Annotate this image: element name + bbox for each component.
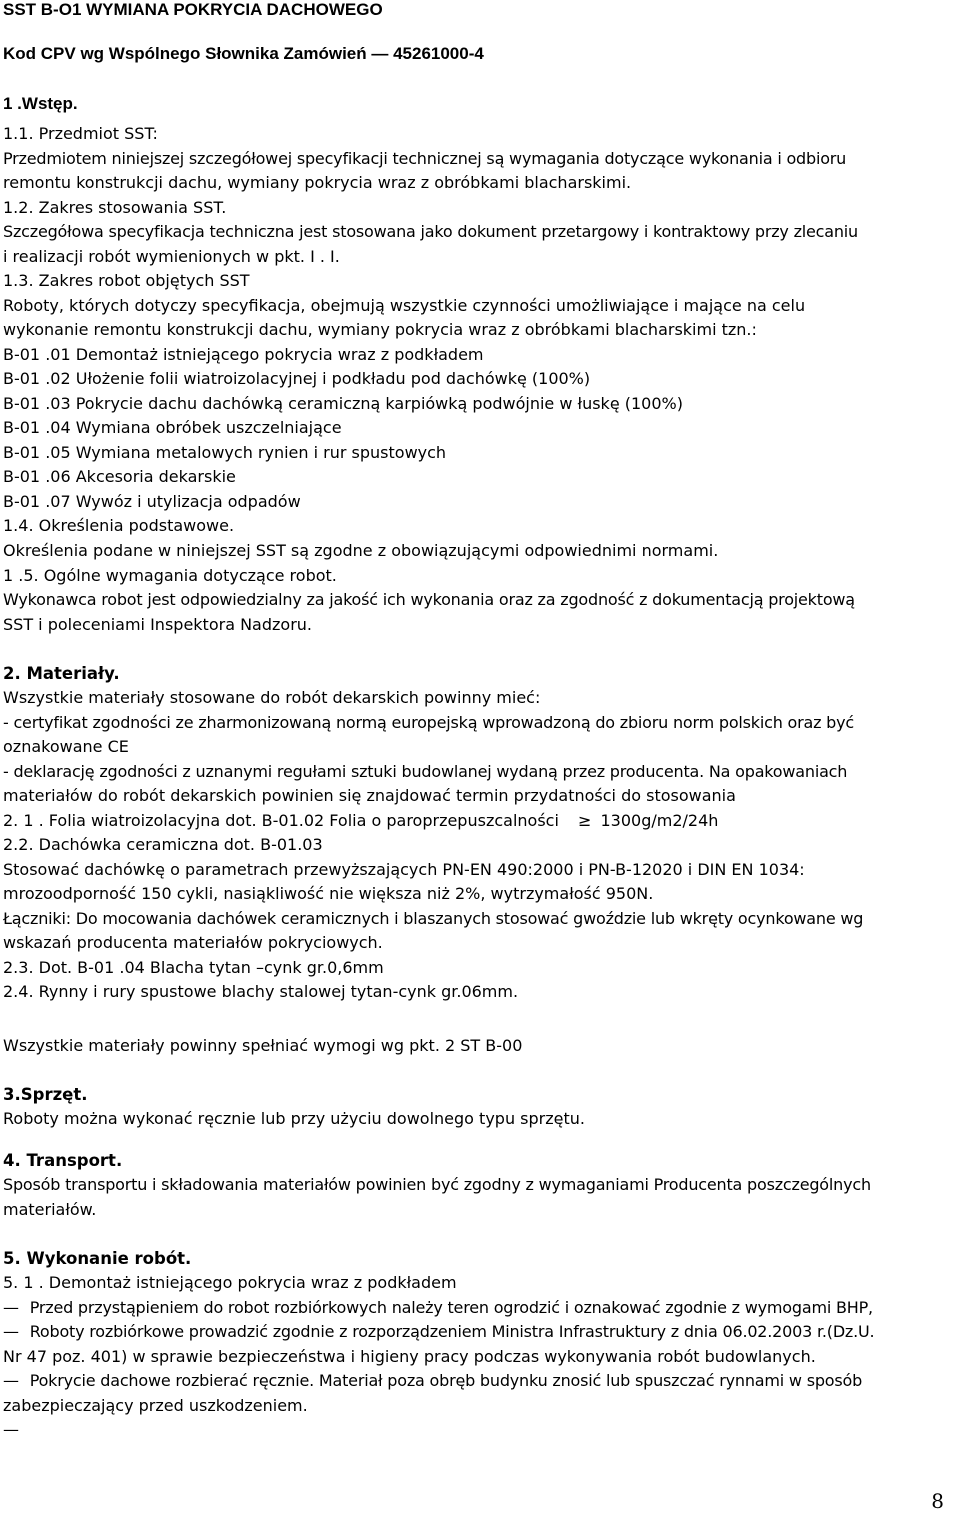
bullet-item-2-continuation: Nr 47 poz. 401) w sprawie bezpieczeństwa i higieny pracy podczas wykonywania robót budowlanych. bbox=[3, 1347, 816, 1366]
greater-or-equal-sign: ≥ bbox=[577, 811, 592, 830]
bullet-item-3-continuation: zabezpieczający przed uszkodzeniem. bbox=[3, 1396, 308, 1415]
section-1-heading: 1 .Wstęp. bbox=[3, 94, 78, 113]
section-2-text-line-4: - deklarację zgodności z uznanymi regułami sztuki budowlanej wydaną przez producenta. Na opakowaniach bbox=[3, 762, 848, 781]
section-2-text-line-6: Stosować dachówkę o parametrach przewyższających PN-EN 490:2000 i PN-B-12020 i DIN EN 1034: bbox=[3, 860, 805, 879]
cpv-code: Kod CPV wg Wspólnego Słownika Zamówień — 45261000-4 bbox=[3, 44, 484, 63]
bullet-item-2 bbox=[3, 1322, 874, 1342]
section-1-3-title: 1.3. Zakres robot objętych SST bbox=[3, 271, 250, 290]
scope-item-04: B-01 .04 Wymiana obróbek uszczelniające bbox=[3, 418, 342, 437]
section-2-text-line-2: - certyfikat zgodności ze zharmonizowaną normą europejską wprowadzoną do zbioru norm polskich oraz być bbox=[3, 713, 855, 732]
section-4-heading: 4. Transport. bbox=[3, 1151, 123, 1170]
section-3-text: Roboty można wykonać ręcznie lub przy użyciu dowolnego typu sprzętu. bbox=[3, 1109, 585, 1128]
scope-item-06: B-01 .06 Akcesoria dekarskie bbox=[3, 467, 236, 486]
section-4-text-line-1: Sposób transportu i składowania materiałów powinien być zgodny z wymaganiami Producenta poszczególnych bbox=[3, 1175, 871, 1194]
section-2-heading: 2. Materiały. bbox=[3, 664, 120, 683]
doc-title: SST B-O1 WYMIANA POKRYCIA DACHOWEGO bbox=[3, 0, 383, 19]
bullet-item-2-text: Roboty rozbiórkowe prowadzić zgodnie z rozporządzeniem Ministra Infrastruktury z dnia 06.02.2003 r.(Dz.U. bbox=[29, 1322, 875, 1341]
bullet-item-1-text: Przed przystąpieniem do robot rozbiórkowych należy teren ogrodzić i oznakować zgodnie z wymogami BHP, bbox=[29, 1298, 873, 1317]
section-1-3-text-line-1: Roboty, których dotyczy specyfikacja, obejmują wszystkie czynności umożliwiające i mające na celu bbox=[3, 296, 806, 315]
scope-item-02: B-01 .02 Ułożenie folii wiatroizolacyjnej i podkładu pod dachówkę (100%) bbox=[3, 369, 591, 388]
section-1-3-text-line-2: wykonanie remontu konstrukcji dachu, wymiany pokrycia wraz z obróbkami blacharskimi tzn.: bbox=[3, 320, 757, 339]
section-1-1-title: 1.1. Przedmiot SST: bbox=[3, 124, 158, 143]
bullet-item-3-text: Pokrycie dachowe rozbierać ręcznie. Materiał poza obręb budynku znosić lub spuszczać rynnami w sposób bbox=[29, 1371, 863, 1390]
section-1-2-text-line-1: Szczegółowa specyfikacja techniczna jest stosowana jako dokument przetargowy i kontraktowy przy zlecaniu bbox=[3, 222, 858, 241]
section-5-1-title: 5. 1 . Demontaż istniejącego pokrycia wraz z podkładem bbox=[3, 1273, 457, 1292]
bullet-dash-empty: — bbox=[3, 1420, 19, 1439]
scope-item-07: B-01 .07 Wywóz i utylizacja odpadów bbox=[3, 492, 301, 511]
section-1-1-text-line-1: Przedmiotem niniejszej szczegółowej specyfikacji technicznej są wymagania dotyczące wykonania i odbioru bbox=[3, 149, 847, 168]
bullet-dash: — bbox=[3, 1322, 19, 1341]
section-2-text-line-7: mrozoodporność 150 cykli, nasiąkliwość nie większa niż 2%, wytrzymałość 950N. bbox=[3, 884, 654, 903]
section-1-2-text-line-2: i realizacji robót wymienionych w pkt. I . I. bbox=[3, 247, 340, 266]
scope-item-05: B-01 .05 Wymiana metalowych rynien i rur spustowych bbox=[3, 443, 447, 462]
section-2-1-line bbox=[3, 811, 718, 831]
section-2-1-text: 2. 1 . Folia wiatroizolacyjna dot. B-01.02 Folia o paroprzepuszcalności bbox=[3, 811, 559, 830]
section-1-5-title: 1 .5. Ogólne wymagania dotyczące robot. bbox=[3, 566, 337, 585]
section-4-text-line-2: materiałów. bbox=[3, 1200, 97, 1219]
section-2-text-line-3: oznakowane CE bbox=[3, 737, 129, 756]
section-1-1-text-line-2: remontu konstrukcji dachu, wymiany pokrycia wraz z obróbkami blacharskimi. bbox=[3, 173, 632, 192]
section-1-5-text-line-2: SST i poleceniami Inspektora Nadzoru. bbox=[3, 615, 312, 634]
section-5-heading: 5. Wykonanie robót. bbox=[3, 1249, 192, 1268]
section-1-2-title: 1.2. Zakres stosowania SST. bbox=[3, 198, 227, 217]
section-1-4-title: 1.4. Określenia podstawowe. bbox=[3, 516, 235, 535]
bullet-item-3 bbox=[3, 1371, 862, 1391]
section-1-5-text-line-1: Wykonawca robot jest odpowiedzialny za jakość ich wykonania oraz za zgodność z dokumentacją projektową bbox=[3, 590, 855, 609]
bullet-item-1 bbox=[3, 1298, 873, 1318]
section-3-heading: 3.Sprzęt. bbox=[3, 1085, 88, 1104]
bullet-dash: — bbox=[3, 1298, 19, 1317]
section-2-1-value: 1300g/m2/24h bbox=[600, 811, 719, 830]
section-2-text-line-5: materiałów do robót dekarskich powinien się znajdować termin przydatności do stosowania bbox=[3, 786, 736, 805]
section-1-4-text: Określenia podane w niniejszej SST są zgodne z obowiązującymi odpowiednimi normami. bbox=[3, 541, 719, 560]
section-2-text-line-10: Wszystkie materiały powinny spełniać wymogi wg pkt. 2 ST B-00 bbox=[3, 1036, 523, 1055]
bullet-dash: — bbox=[3, 1371, 19, 1390]
section-2-4-title: 2.4. Rynny i rury spustowe blachy stalowej tytan-cynk gr.06mm. bbox=[3, 982, 519, 1001]
section-2-2-title: 2.2. Dachówka ceramiczna dot. B-01.03 bbox=[3, 835, 323, 854]
page-number: 8 bbox=[931, 1489, 944, 1513]
section-2-text-line-9: wskazań producenta materiałów pokryciowych. bbox=[3, 933, 383, 952]
section-2-3-title: 2.3. Dot. B-01 .04 Blacha tytan –cynk gr.0,6mm bbox=[3, 958, 384, 977]
scope-item-03: B-01 .03 Pokrycie dachu dachówką ceramiczną karpiówką podwójnie w łuskę (100%) bbox=[3, 394, 683, 413]
section-2-text-line-8: Łączniki: Do mocowania dachówek ceramicznych i blaszanych stosować gwoździe lub wkręty ocynkowane wg bbox=[3, 909, 864, 928]
section-2-text-line-1: Wszystkie materiały stosowane do robót dekarskich powinny mieć: bbox=[3, 688, 541, 707]
scope-item-01: B-01 .01 Demontaż istniejącego pokrycia wraz z podkładem bbox=[3, 345, 484, 364]
